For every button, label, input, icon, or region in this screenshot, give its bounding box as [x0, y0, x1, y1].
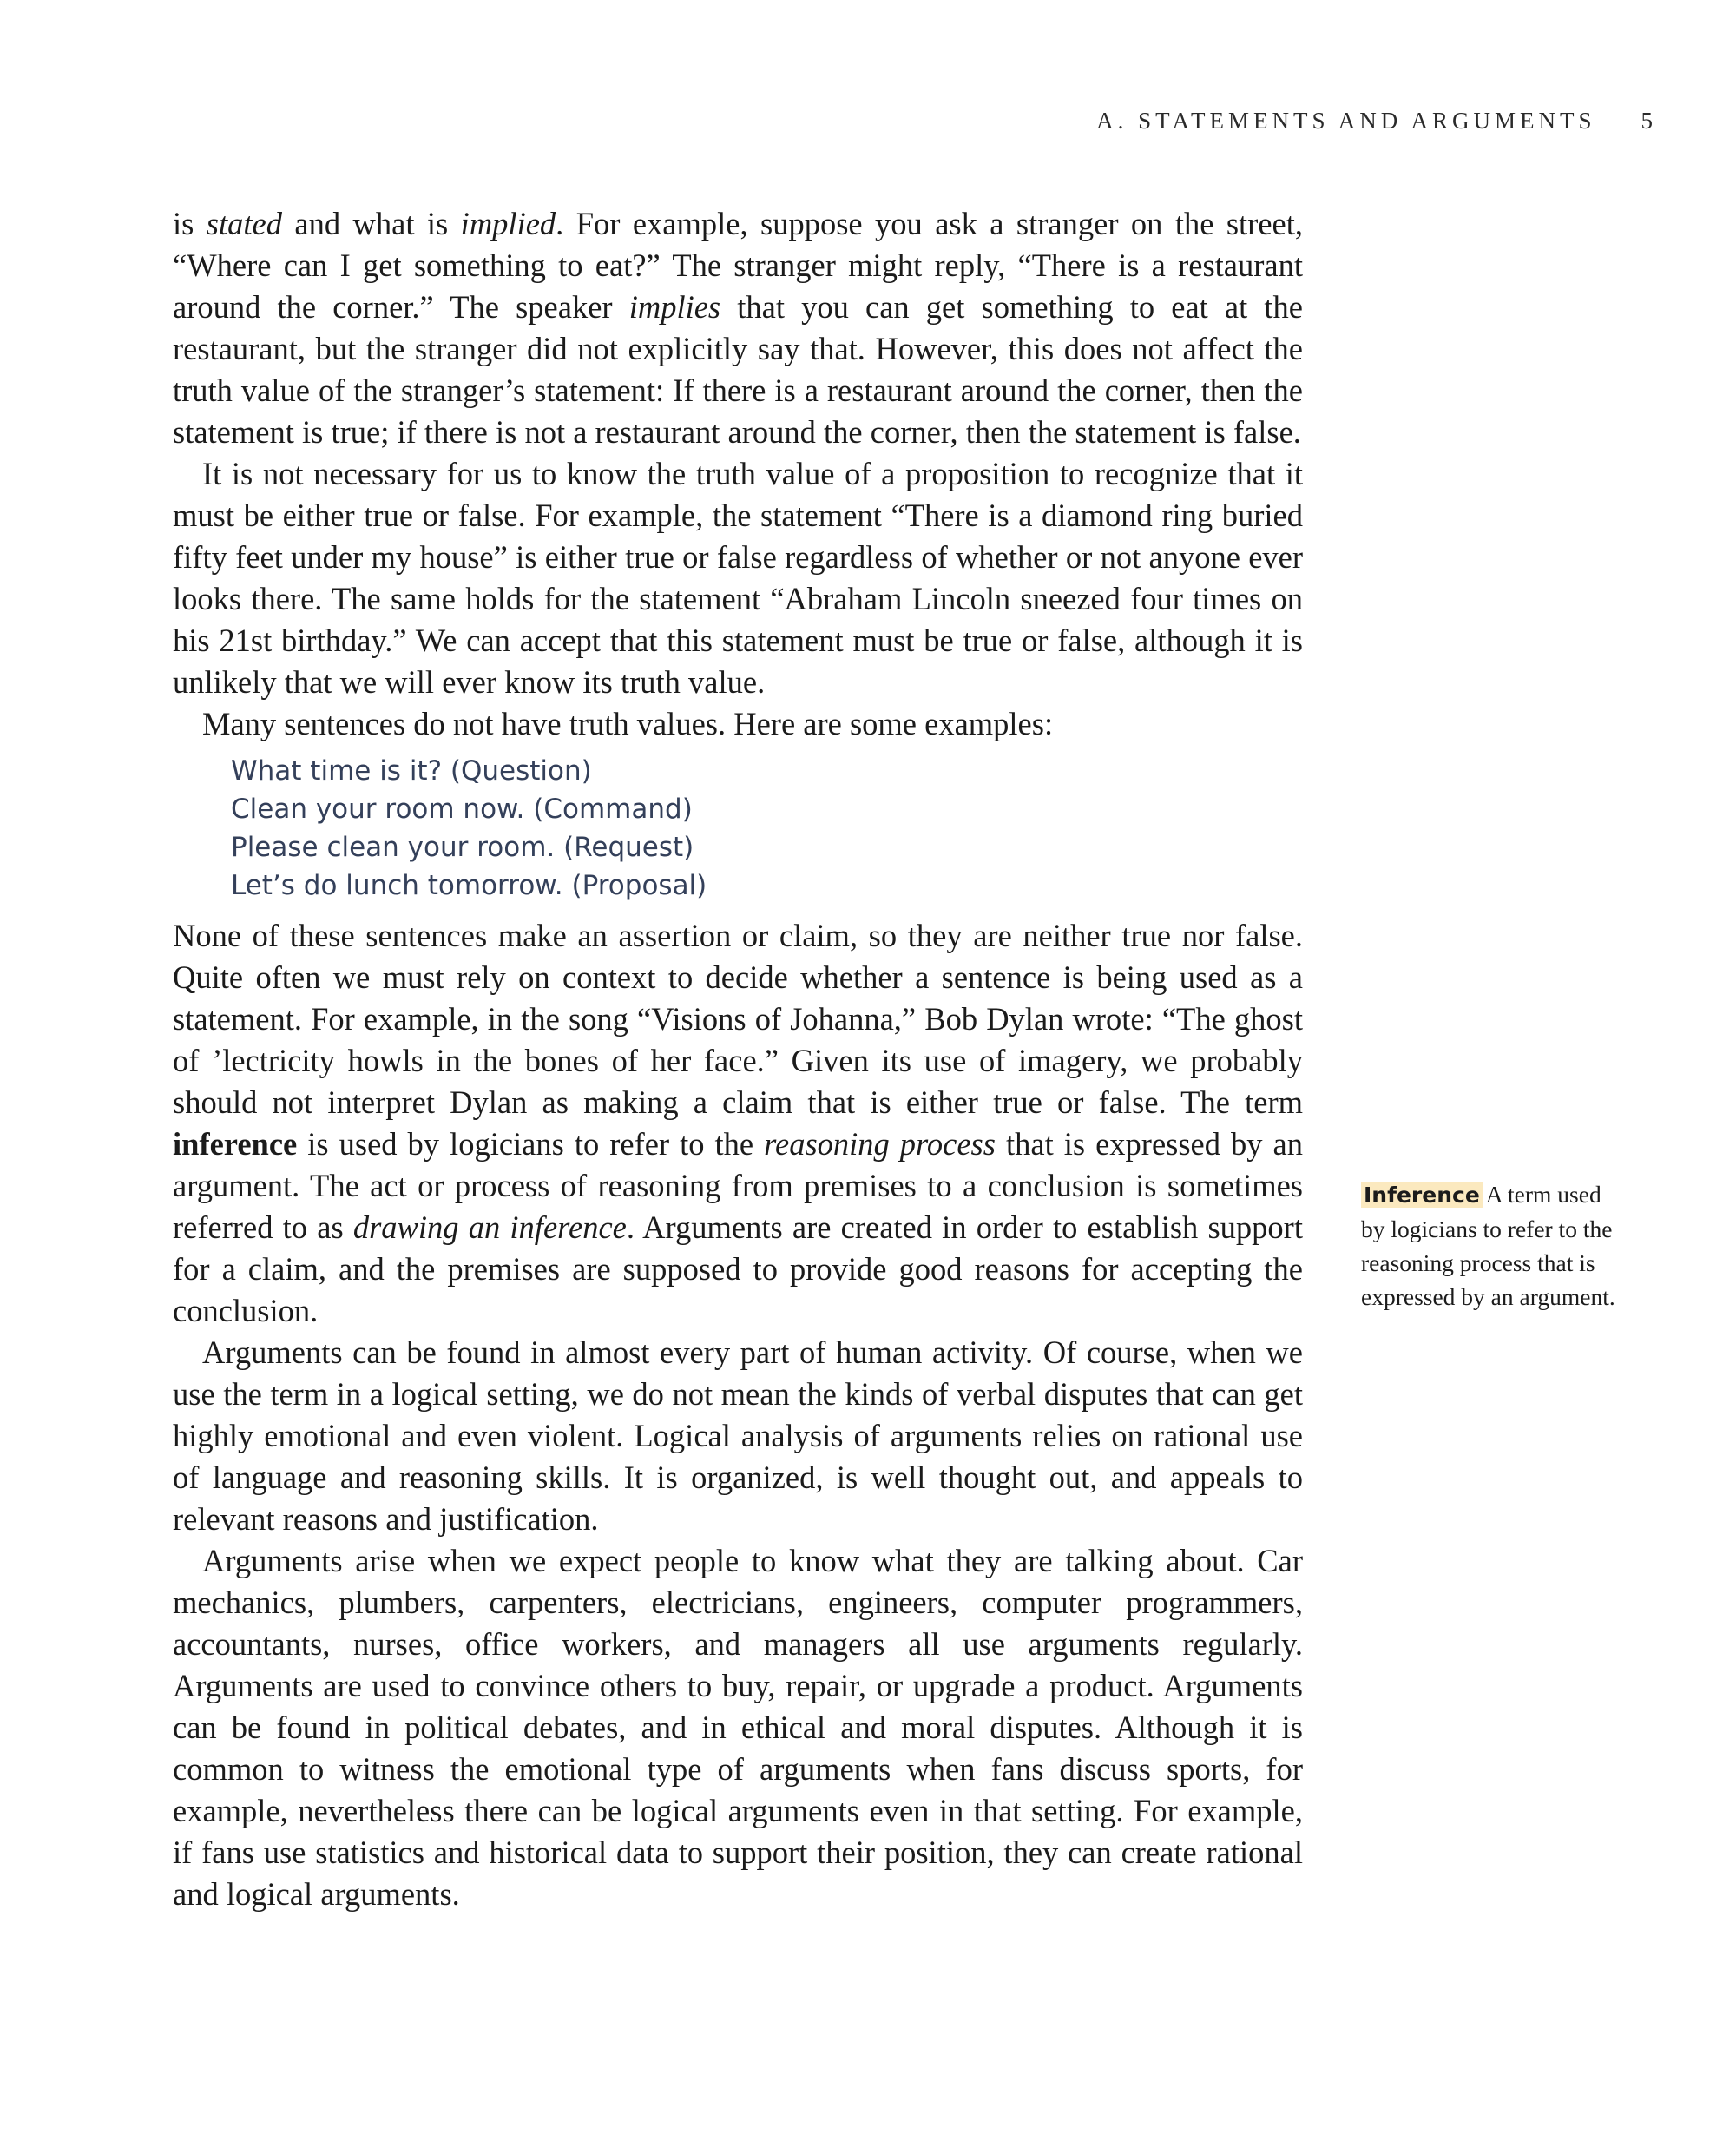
example-question: What time is it? (Question): [231, 755, 592, 787]
paragraph-2: It is not necessary for us to know the truth value of a proposition to recognize that it must be either true or false. For example, the statement “There is a diamond ring buried fifty feet under my house” is either true or false regardless of whether or not anyone ever looks there. The same holds for the statement “Abraham Lincoln sneezed four times on his 21st birthday.” We can accept that this statement must be true or false, although it is unlikely that we will ever know its truth value.: [173, 456, 1303, 700]
example-proposal: Let’s do lunch tomorrow. (Proposal): [231, 870, 707, 901]
paragraph-3: Many sentences do not have truth values. Here are some examples:: [202, 706, 1054, 741]
text-run: and what is: [281, 206, 461, 241]
text-run: is used by logicians to refer to the: [297, 1126, 765, 1162]
example-request: Please clean your room. (Request): [231, 832, 694, 863]
example-sentences: [231, 752, 1303, 905]
text-run: . Arguments are created in order to establish support for a claim, and the premises are supposed to provide good reasons for accepting the conclusion.: [173, 1209, 1303, 1328]
section-title: A. STATEMENTS AND ARGUMENTS: [1096, 108, 1596, 134]
text-run: . For example, suppose you ask a stranger on the street, “Where can I get something to eat?” The stranger might reply, “There is a restaurant around the corner.” The speaker: [173, 206, 1304, 325]
italic-implied: implied: [460, 206, 556, 241]
paragraph-6: Arguments arise when we expect people to know what they are talking about. Car mechanics, plumbers, carpenters, electricians, engineers, computer programmers, accountants, nurses, office workers, and managers all use arguments regularly. Arguments are used to convince others to buy, repair, or upgrade a product. Arguments can be found in political debates, and in ethical and moral disputes. Although it is common to witness the emotional type of arguments when fans discuss sports, for example, nevertheless there can be logical arguments even in that setting. For example, if fans use statistics and historical data to support their position, they can create rational and logical arguments.: [173, 1543, 1303, 1912]
paragraph-5: Arguments can be found in almost every part of human activity. Of course, when we use the term in a logical setting, we do not mean the kinds of verbal disputes that can get highly emotional and even violent. Logical analysis of arguments relies on rational use of language and reasoning skills. It is organized, is well thought out, and appeals to relevant reasons and justification.: [173, 1334, 1303, 1537]
page-number: 5: [1641, 108, 1653, 134]
text-run: that is expressed by an argument. The act or process of reasoning from premises to a conclusion is sometimes referred to as: [173, 1126, 1303, 1245]
margin-definition: [1361, 1177, 1621, 1314]
example-command: Clean your room now. (Command): [231, 794, 693, 825]
text-run: that you can get something to eat at the restaurant, but the stranger did not explicitly say that. However, this does not affect the truth value of the stranger’s statement: If there is a restaurant around the corner, then the statement is true; if there is not a restaurant around the corner, then the statement is false.: [173, 289, 1303, 450]
margin-term: Inference: [1361, 1182, 1483, 1208]
margin-definition-text: A term used by logicians to refer to the reasoning process that is expressed by an argument.: [1361, 1181, 1615, 1310]
running-head: [1096, 108, 1653, 135]
paragraph-1: [173, 203, 1303, 453]
main-text: [173, 203, 1303, 1915]
italic-drawing-an-inference: drawing an inference: [352, 1209, 627, 1245]
italic-stated: stated: [206, 206, 282, 241]
italic-implies: implies: [628, 289, 721, 325]
text-run: None of these sentences make an assertion or claim, so they are neither true nor false. Quite often we must rely on context to decide whether a sentence is being used as a statement. For example, in the song “Visions of Johanna,” Bob Dylan wrote: “The ghost of ’lectricity howls in the bones of her face.” Given its use of imagery, we probably should not interpret Dylan as making a claim that is either true or false. The term: [173, 918, 1303, 1120]
italic-reasoning-process: reasoning process: [764, 1126, 996, 1162]
key-term-inference: inference: [173, 1126, 298, 1162]
text-run: is: [173, 206, 207, 241]
paragraph-4: [173, 915, 1303, 1332]
